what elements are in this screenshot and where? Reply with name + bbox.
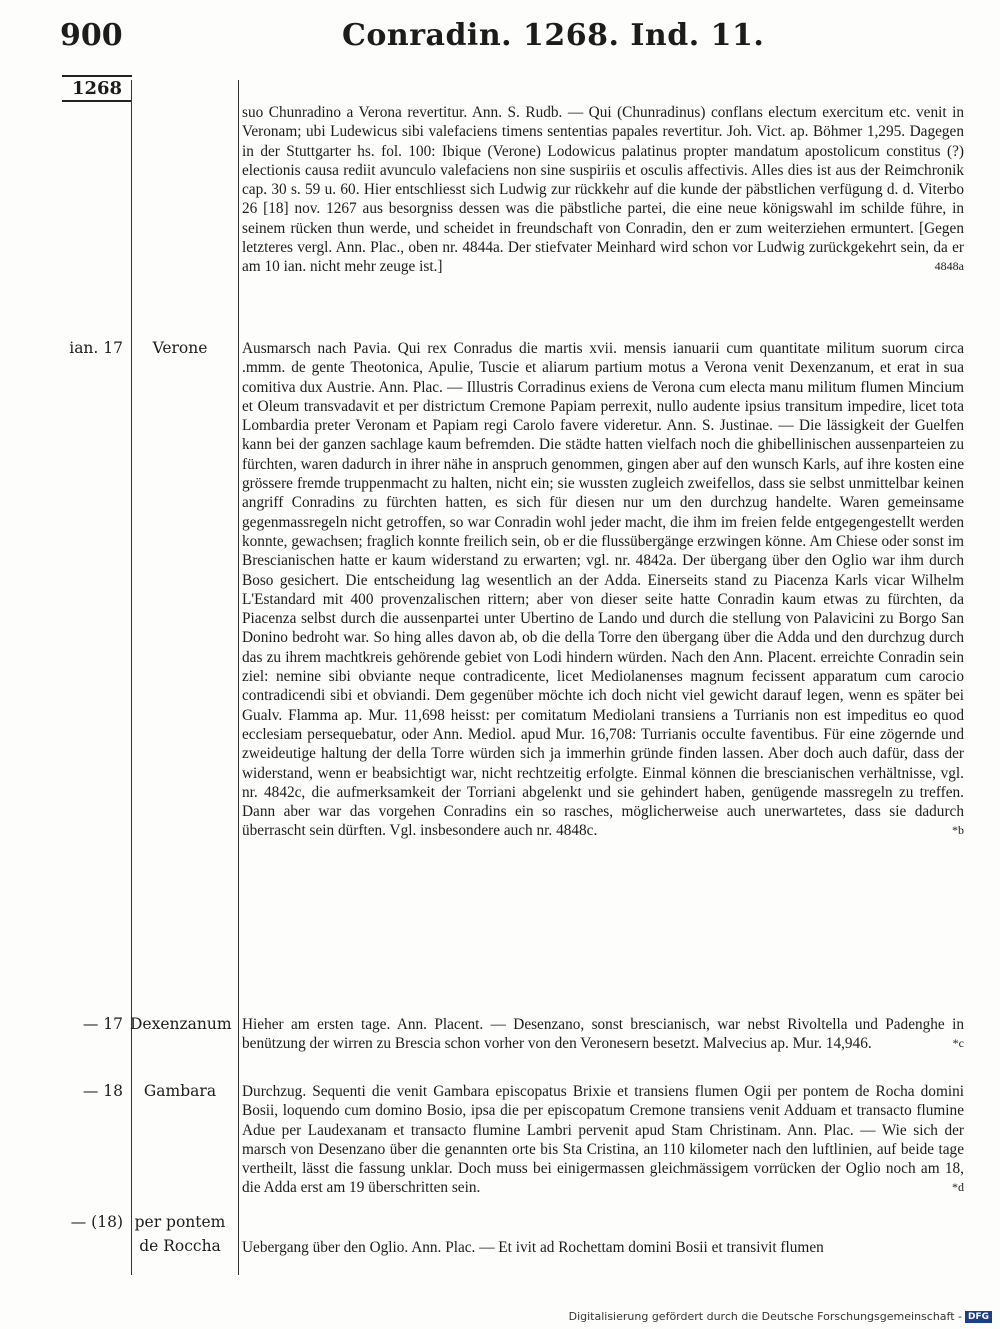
entry-text: Ausmarsch nach Pavia. Qui rex Conradus die martis xvii. mensis ianuarii cum quantitate militum suorum circa .mmm. de gente Theotonica, Apulie, Tuscie et aliarum partium motus a Verona venit Dexenzanum, et erat in sua comitiva dux Austrie. Ann. Plac. — Illustris Corradinus exiens de Verona cum electa manu militum flumen Mincium et Oleum transvadavit et per districtum Cremone Papiam perrexit, nullo audente ipsius transitum impedire, licet tota Lombardia preter Veronam et Papiam regi Carolo favere videretur. Ann. S. Justinae. — Die lässigkeit der Guelfen kann bei der ganzen sachlage kaum befremden. Die städte hatten vielfach noch die ghibellinischen aussenparteien zu fürchten, waren dadurch in ihrer nähe in anspruch genommen, gingen aber auf den wunsch Karls, auf ihre kosten eine grössere fremde truppenmacht zu halten, nicht ein; sie wussten zugleich zweifellos, dass sie selbst unmittelbar keinen angriff Conradins zu fürchten hatten, es sich für diesen nur um den durchzug handelte. Waren gemeinsame gegenmassregeln nicht getroffen, so war Conradin wohl jeder macht, die ihm im freien felde entgegengestellt werden konnte, gewachsen; fraglich konnte freilich sein, ob er die flussübergänge erzwingen könne. Am Chiese oder sonst im Brescianischen hatte er kaum widerstand zu erwarten; vgl. nr. 4842a. Der übergang über den Oglio war ihm durch Boso gesichert. Die entscheidung lag wesentlich an der Adda. Einerseits stand zu Piacenza Karls vicar Wilhelm L'Estandard mit 400 provenzalischen rittern; aber von dieser seite hatte Conradin kaum etwas zu fürchten, da Piacenza selbst durch die aussenpartei unter Ubertino de Lando und durch die stellung von Palavicini zu Borgo San Donino bedroht war. So hing alles davon ab, ob die della Torre den übergang über die Adda und den durchzug durch das zu ihrem machtkreis gehörende gebiet von Lodi hindern würden. Nach den Ann. Placent. erreichte Conradin sein ziel: nemine sibi obviante neque contradicente, licet Mediolanenses magnum fecissent apparatum cum carocio contradicendi sibi et obviandi. Dem gegenüber möchte ich doch nicht viel gewicht darauf legen, wenn es später bei Gualv. Flamma ap. Mur. 11,698 heisst: per comitatum Mediolani transiens a Turrianis non est impeditus eo quod ecclesiam persequebatur, oder Ann. Mediol. apud Mur. 16,708: Turrianis occulte faventibus. Für eine zögernde und zweideutige haltung der della Torre würden sich ja immerhin gründe finden lassen. Aber doch auch dafür, dass der widerstand, wenn er beabsichtigt war, nicht rechtzeitig erfolgte. Einmal können die brescianischen verhältnisse, vgl. nr. 4842c, die aufmerksamkeit der Torriani abgelenkt und sie gehindert haben, genügende massregeln zu treffen. Dann aber war das vorgehen Conradins ein so rasches, möglicherweise auch unerwartetes, dass sie dadurch überrascht sein dürften. Vgl. insbesondere auch nr. 4848c. — [242, 340, 964, 840]
entry-text: suo Chunradino a Verona revertitur. Ann. S. Rudb. — Qui (Chunradinus) conflans electum exercitum etc. venit in Veronam; ubi Ludewicus sibi valefaciens timens sententias papales revertitur. Joh. Vict. ap. Böhmer 1,295. Dagegen in der Stuttgarter hs. fol. 100: Ibique (Verone) Lodowicus palatinus propter mandatum apostolicum constitus (?) electionis causa rediit avunculo valefaciens non sine suspiriis et osculis affectivis. Alles dies ist aus der Reimchronik cap. 30 s. 59 u. 60. Hier entschliesst sich Ludwig zur rückkehr auf die kunde der päbstlichen verfügung d. d. Viterbo 26 [18] nov. 1267 aus besorgniss dessen was die päbstliche partei, die eine neue königswahl im schilde führe, in seinem rücken thun werde, und scheidet in freundschaft von Conradin, den er zum weiterziehen ermuntert. [Gegen letzteres vergl. Ann. Plac., oben nr. 4844a. Der stiefvater Meinhard wird schon vor Ludwig zurückgekehrt sein, da er am 10 ian. nicht mehr zeuge ist.] — [242, 104, 964, 276]
entry-continuation — [242, 103, 964, 277]
entry-text: Hieher am ersten tage. Ann. Placent. — Desenzano, sonst brescianisch, war nebst Rivoltella und Padenghe in benützung der wirren zu Brescia schon vorher von den Veronesern besetzt. Malvecius ap. Mur. 14,946. — [242, 1016, 964, 1053]
entry-mark: *c — [952, 1036, 964, 1051]
entry-date: ian. 17 — [69, 339, 123, 357]
page-title: Conradin. 1268. Ind. 11. — [342, 18, 765, 53]
entry-text: Uebergang über den Oglio. Ann. Plac. — Et ivit ad Rochettam domini Bosii et transivit flumen — [242, 1239, 824, 1256]
entry-text: Durchzug. Sequenti die venit Gambara episcopatus Brixie et transiens flumen Ogii per pontem de Rocha domini Bosii, loquendo cum domino Bosio, ipsa die per episcopatum Cremone transiens venit Adduam et transacto flumine Adue per Laudexanam et transacto flumine Lambri pervenit apud Stam Christinam. Ann. Plac. — Wie sich der marsch von Desenzano über die genannten orte bis Sta Cristina, an 110 kilometer nach den luftlinien, auf beide tage vertheilt, lässt die fassung unklar. Doch muss bei einigermassen gleichmässigem vorrücken der Oglio noch am 18, die Adda erst am 19 überschritten sein. — [242, 1083, 964, 1197]
footer-text: Digitalisierung gefördert durch die Deutsche Forschungsgemeinschaft - — [568, 1310, 962, 1323]
entry-mark: 4848a — [934, 259, 964, 274]
entry-place: Dexenzanum — [130, 1015, 232, 1033]
page-number: 900 — [60, 18, 123, 53]
year-label: 1268 — [62, 75, 132, 102]
entry-verone — [242, 339, 964, 841]
entry-mark: *d — [952, 1180, 964, 1195]
entry-date: — 18 — [82, 1082, 123, 1100]
entry-place: Gambara — [143, 1082, 217, 1100]
entry-date: — (18) — [70, 1213, 123, 1231]
footer — [569, 1310, 992, 1323]
dfg-logo-icon: DFG — [965, 1311, 992, 1323]
entry-dexenzanum — [242, 1015, 964, 1054]
entry-place: per pontem de Roccha — [134, 1213, 226, 1255]
entry-gambara — [242, 1082, 964, 1198]
entry-per-pontem — [242, 1238, 964, 1257]
column-rule-right — [238, 80, 239, 1275]
entry-place: Verone — [152, 339, 208, 357]
entry-date: — 17 — [82, 1015, 123, 1033]
entry-mark: *b — [952, 823, 964, 838]
